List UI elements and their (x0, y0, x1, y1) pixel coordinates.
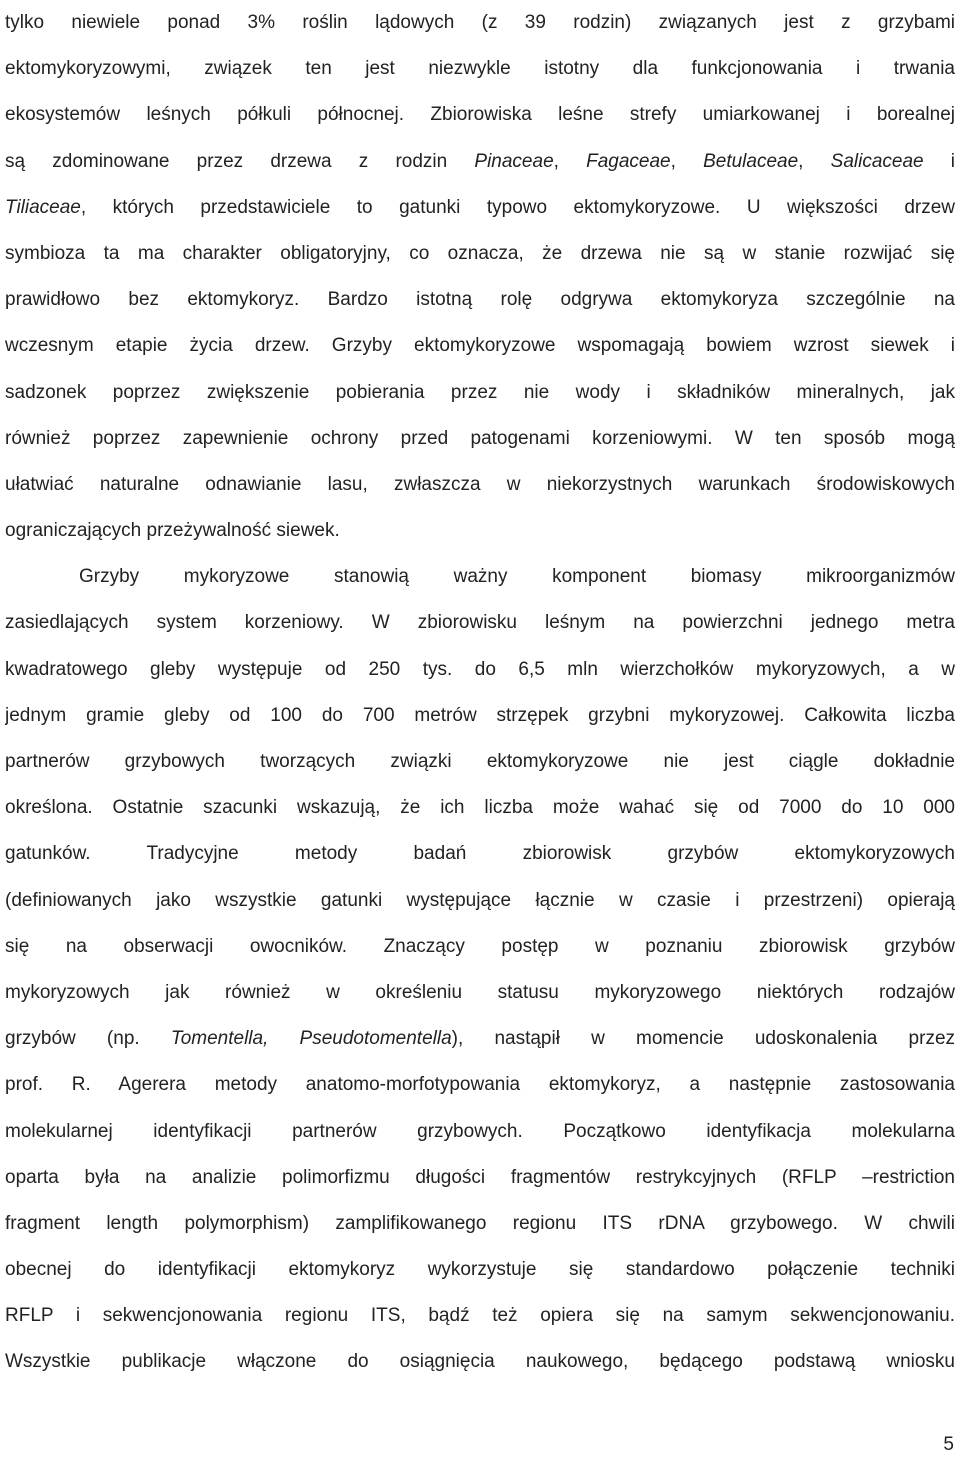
text-segment: i (923, 150, 955, 172)
text-segment: są zdominowane przez drzewa z rodzin (5, 150, 475, 172)
text-line (5, 1339, 955, 1385)
text-line (5, 46, 955, 92)
text-line (5, 831, 955, 877)
text-segment: zasiedlających system korzeniowy. W zbiorowisku leśnym na powierzchni jednego metra (5, 612, 955, 634)
text-segment: , (798, 150, 831, 172)
text-segment: oparta była na analizie polimorfizmu długości fragmentów restrykcyjnych (RFLP –restriction (5, 1166, 955, 1188)
text-line (5, 370, 955, 416)
text-line (5, 139, 955, 185)
text-segment: prof. R. Agerera metody anatomo-morfotypowania ektomykoryz, a następnie zastosowania (5, 1074, 955, 1096)
text-line (5, 277, 955, 323)
text-segment: molekularnej identyfikacji partnerów grzybowych. Początkowo identyfikacja molekularna (5, 1120, 955, 1142)
text-segment: ekosystemów leśnych półkuli północnej. Zbiorowiska leśne strefy umiarkowanej i borealnej (5, 104, 955, 126)
italic-term: Fagaceae (586, 150, 671, 172)
text-line (5, 739, 955, 785)
italic-term: Pinaceae (474, 150, 554, 172)
italic-term: Tiliaceae (5, 196, 81, 218)
text-segment: ograniczających przeżywalność siewek. (5, 520, 340, 542)
page-number: 5 (943, 1434, 954, 1455)
text-segment: ), nastąpił w momencie udoskonalenia przez (451, 1028, 955, 1050)
text-line (5, 231, 955, 277)
text-line (5, 1247, 955, 1293)
text-segment: partnerów grzybowych tworzących związki ektomykoryzowe nie jest ciągle dokładnie (5, 751, 955, 772)
text-segment: symbioza ta ma charakter obligatoryjny, co oznacza, że drzewa nie są w stanie rozwijać się (5, 242, 955, 264)
text-segment: Grzyby mykoryzowe stanowią ważny komponent biomasy mikroorganizmów (79, 566, 955, 588)
text-segment: jednym gramie gleby od 100 do 700 metrów strzępek grzybni mykoryzowej. Całkowita liczba (5, 704, 955, 726)
text-line (5, 185, 955, 231)
text-line (5, 462, 955, 508)
text-line (5, 323, 955, 369)
text-line (5, 1201, 955, 1247)
text-line (5, 416, 955, 462)
text-line (5, 878, 955, 924)
text-line (5, 1016, 955, 1062)
text-segment: określona. Ostatnie szacunki wskazują, że ich liczba może wahać się od 7000 do 10 000 (5, 797, 955, 819)
text-line (5, 600, 955, 646)
text-segment: mykoryzowych jak również w określeniu statusu mykoryzowego niektórych rodzajów (5, 981, 955, 1003)
text-line (5, 1109, 955, 1155)
text-line (5, 647, 955, 693)
text-segment: ektomykoryzowymi, związek ten jest niezwykle istotny dla funkcjonowania i trwania (5, 58, 955, 80)
text-line (5, 554, 955, 600)
text-line (5, 92, 955, 138)
text-line (5, 785, 955, 831)
text-segment: ułatwiać naturalne odnawianie lasu, zwłaszcza w niekorzystnych warunkach środowiskowych (5, 473, 955, 495)
italic-term: Betulaceae (703, 150, 799, 172)
text-segment: tylko niewiele ponad 3% roślin lądowych (z 39 rodzin) związanych jest z grzybami (5, 12, 955, 33)
text-line (5, 508, 955, 554)
italic-term: Salicaceae (830, 150, 924, 172)
text-line (5, 1155, 955, 1201)
text-segment: fragment length polymorphism) zamplifikowanego regionu ITS rDNA grzybowego. W chwili (5, 1212, 955, 1234)
text-segment: obecnej do identyfikacji ektomykoryz wykorzystuje się standardowo połączenie techniki (5, 1259, 955, 1281)
text-segment: się na obserwacji owocników. Znaczący postęp w poznaniu zbiorowisk grzybów (5, 935, 955, 957)
body-text (5, 0, 955, 1386)
text-segment: prawidłowo bez ektomykoryz. Bardzo istotną rolę odgrywa ektomykoryza szczególnie na (5, 289, 955, 311)
text-segment: , których przedstawiciele to gatunki typowo ektomykoryzowe. U większości drzew (80, 196, 955, 218)
text-line (5, 0, 955, 46)
text-line (5, 693, 955, 739)
text-segment: (definiowanych jako wszystkie gatunki występujące łącznie w czasie i przestrzeni) opierają (5, 889, 955, 911)
text-line (5, 924, 955, 970)
text-segment: RFLP i sekwencjonowania regionu ITS, bądź też opiera się na samym sekwencjonowaniu. (5, 1305, 955, 1327)
text-line (5, 1293, 955, 1339)
italic-term: Tomentella, Pseudotomentella (170, 1028, 452, 1050)
text-segment: , (670, 150, 704, 172)
text-segment: również poprzez zapewnienie ochrony przed patogenami korzeniowymi. W ten sposób mogą (5, 427, 955, 449)
text-line (5, 1062, 955, 1108)
text-segment: wczesnym etapie życia drzew. Grzyby ektomykoryzowe wspomagają bowiem wzrost siewek i (5, 335, 955, 357)
text-segment: Wszystkie publikacje włączone do osiągnięcia naukowego, będącego podstawą wniosku (5, 1351, 955, 1373)
text-segment: gatunków. Tradycyjne metody badań zbiorowisk grzybów ektomykoryzowych (5, 843, 955, 865)
text-line (5, 970, 955, 1016)
text-segment: grzybów (np. (5, 1028, 171, 1050)
text-segment: kwadratowego gleby występuje od 250 tys. do 6,5 mln wierzchołków mykoryzowych, a w (5, 658, 955, 680)
text-segment: sadzonek poprzez zwiększenie pobierania przez nie wody i składników mineralnych, jak (5, 381, 955, 403)
text-segment: , (553, 150, 587, 172)
